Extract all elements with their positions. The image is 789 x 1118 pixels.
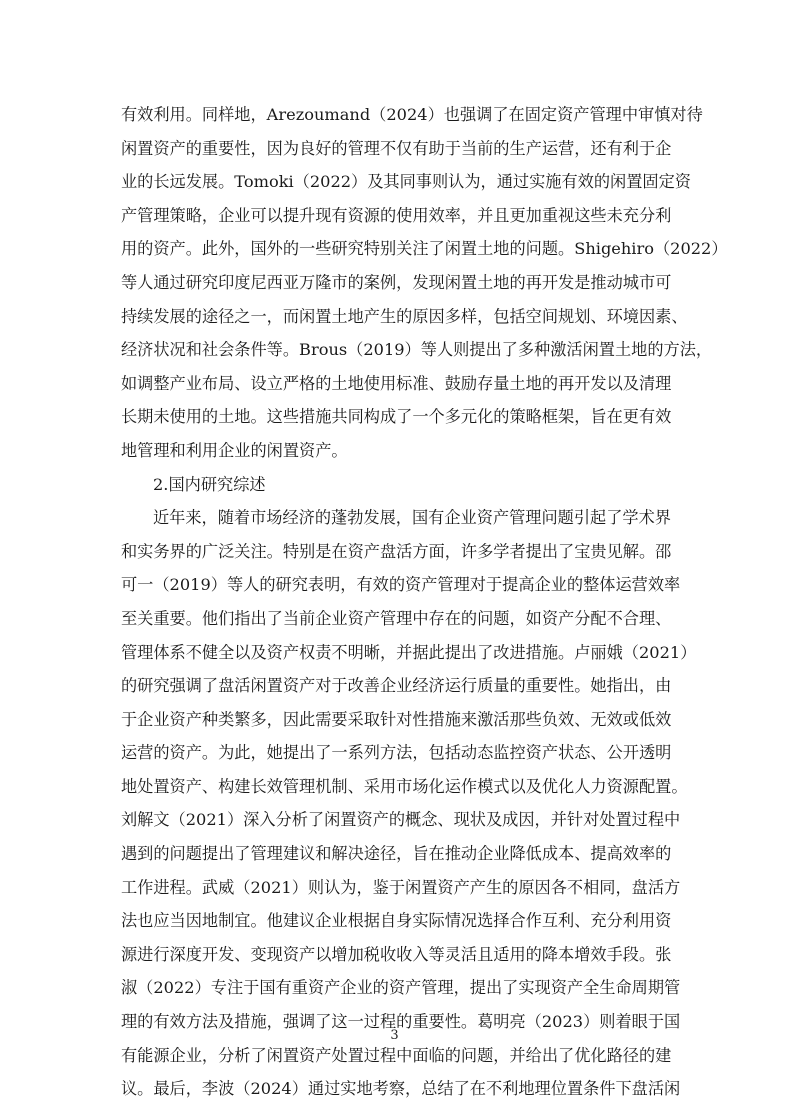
text-line: 于企业资产种类繁多，因此需要采取针对性措施来激活那些负效、无效或低效 <box>121 709 672 729</box>
text-line: 管理体系不健全以及资产权责不明晰，并据此提出了改进措施。卢丽娥（2021） <box>121 642 697 662</box>
text-line: 和实务界的广泛关注。特别是在资产盘活方面，许多学者提出了宝贵见解。邵 <box>121 541 672 561</box>
page-number: 3 <box>390 1028 399 1043</box>
text-line: 长期未使用的土地。这些措施共同构成了一个多元化的策略框架，旨在更有效 <box>121 407 672 427</box>
text-line: 如调整产业布局、设立严格的土地使用标准、鼓励存量土地的再开发以及清理 <box>121 373 672 393</box>
text-line: 运营的资产。为此，她提出了一系列方法，包括动态监控资产状态、公开透明 <box>121 743 672 763</box>
text-line: 源进行深度开发、变现资产以增加税收收入等灵活且适用的降本增效手段。张 <box>121 944 672 964</box>
text-line: 刘解文（2021）深入分析了闲置资产的概念、现状及成因，并针对处置过程中 <box>121 810 681 830</box>
text-line: 业的长远发展。Tomoki（2022）及其同事则认为，通过实施有效的闲置固定资 <box>121 172 691 192</box>
text-line: 闲置资产的重要性，因为良好的管理不仅有助于当前的生产运营，还有利于企 <box>121 138 672 158</box>
text-line: 至关重要。他们指出了当前企业资产管理中存在的问题，如资产分配不合理、 <box>121 608 672 628</box>
text-line: 的研究强调了盘活闲置资产对于改善企业经济运行质量的重要性。她指出，由 <box>121 676 672 696</box>
text-line: 遇到的问题提出了管理建议和解决途径，旨在推动企业降低成本、提高效率的 <box>121 844 672 864</box>
text-line: 淑（2022）专注于国有重资产企业的资产管理，提出了实现资产全生命周期管 <box>121 978 681 998</box>
text-line: 地管理和利用企业的闲置资产。 <box>121 440 348 460</box>
text-line: 等人通过研究印度尼西亚万隆市的案例，发现闲置土地的再开发是推动城市可 <box>121 272 672 292</box>
text-line: 持续发展的途径之一，而闲置土地产生的原因多样，包括空间规划、环境因素、 <box>121 306 688 326</box>
text-line: 有效利用。同样地，Arezoumand（2024）也强调了在固定资产管理中审慎对待 <box>121 105 703 124</box>
text-line: 经济状况和社会条件等。Brous（2019）等人则提出了多种激活闲置土地的方法， <box>121 340 713 360</box>
text-line: 法也应当因地制宜。他建议企业根据自身实际情况选择合作互利、充分利用资 <box>121 911 672 931</box>
text-line: 议。最后，李波（2024）通过实地考察，总结了在不利地理位置条件下盘活闲 <box>121 1079 681 1099</box>
text-line: 理的有效方法及措施，强调了这一过程的重要性。葛明亮（2023）则着眼于国 <box>121 1012 681 1032</box>
text-line: 近年来，随着市场经济的蓬勃发展，国有企业资产管理问题引起了学术界 <box>153 508 671 528</box>
text-line: 用的资产。此外，国外的一些研究特别关注了闲置土地的问题。Shigehiro（2022） <box>121 239 728 259</box>
text-line: 可一（2019）等人的研究表明，有效的资产管理对于提高企业的整体运营效率 <box>121 575 681 595</box>
text-line: 工作进程。武威（2021）则认为，鉴于闲置资产产生的原因各不相同，盘活方 <box>121 877 681 897</box>
text-line: 产管理策略，企业可以提升现有资源的使用效率，并且更加重视这些未充分利 <box>121 205 672 225</box>
text-line: 地处置资产、构建长效管理机制、采用市场化运作模式以及优化人力资源配置。 <box>121 776 688 796</box>
body-text <box>121 98 728 1106</box>
text-line: 有能源企业，分析了闲置资产处置过程中面临的问题，并给出了优化路径的建 <box>121 1045 672 1065</box>
section-heading: 2.国内研究综述 <box>153 474 266 494</box>
